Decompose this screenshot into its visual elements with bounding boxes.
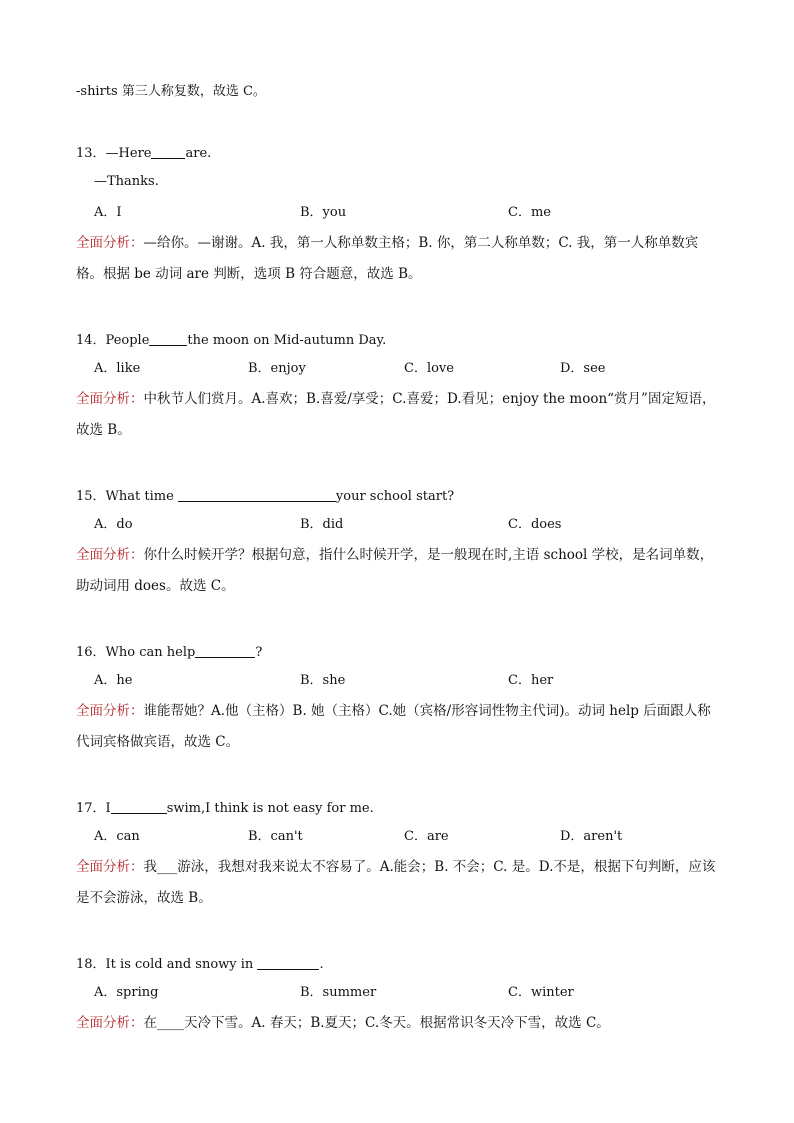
question-stem: 18．It is cold and snowy in . — [76, 957, 324, 972]
analysis-label: 全面分析： — [76, 703, 144, 719]
question-stem: 14．People the moon on Mid-autumn Day. — [76, 333, 387, 348]
option-c: C．her — [508, 673, 554, 688]
analysis-label: 全面分析： — [76, 1015, 144, 1031]
option-c: C．are — [404, 829, 449, 844]
answer-blank — [178, 487, 336, 502]
analysis-text: 中秋节人们赏月。A.喜欢；B.喜爱/享受；C.喜爱；D.看见；enjoy the moon“赏月”固定短语，故选 B。 — [76, 391, 716, 438]
question-stem: 15．What time your school start? — [76, 489, 455, 504]
option-c: C．winter — [508, 985, 574, 1000]
analysis-text: 你什么时候开学？根据句意，指什么时候开学，是一般现在时,主语 school 学校，是名词单数，助动词用 does。故选 C。 — [76, 547, 714, 594]
option-a: A．I — [94, 205, 122, 220]
analysis-label: 全面分析： — [76, 391, 144, 407]
options-row — [76, 665, 716, 696]
question-14 — [76, 329, 716, 446]
question-dialog-line: —Thanks. — [94, 174, 159, 189]
option-a: A．can — [94, 829, 140, 844]
answer-blank — [149, 331, 187, 346]
option-b: B．you — [300, 205, 347, 220]
option-d: D．see — [560, 361, 606, 376]
analysis-label: 全面分析： — [76, 859, 144, 875]
analysis — [76, 228, 716, 290]
analysis — [76, 540, 716, 602]
option-c: C．does — [508, 517, 562, 532]
option-a: A．do — [94, 517, 133, 532]
question-13 — [76, 142, 716, 290]
analysis-label: 全面分析： — [76, 547, 144, 563]
analysis — [76, 696, 716, 758]
answer-blank — [195, 643, 255, 658]
analysis — [76, 852, 716, 914]
option-b: B．can't — [248, 829, 303, 844]
analysis — [76, 384, 716, 446]
option-b: B．did — [300, 517, 344, 532]
option-d: D．aren't — [560, 829, 623, 844]
question-18 — [76, 953, 716, 1039]
option-c: C．me — [508, 205, 551, 220]
question-stem: 13．—Here are. — [76, 146, 212, 161]
options-row — [76, 509, 716, 540]
option-b: B．summer — [300, 985, 377, 1000]
question-stem: 16．Who can help ? — [76, 645, 263, 660]
option-a: A．he — [94, 673, 133, 688]
question-15 — [76, 485, 716, 602]
options-row — [76, 353, 716, 384]
answer-blank — [257, 955, 319, 970]
analysis-text: 我___游泳，我想对我来说太不容易了。A.能会；B. 不会；C. 是。D.不是，根据下句判断，应该是不会游泳，故选 B。 — [76, 859, 716, 906]
options-row — [76, 977, 716, 1008]
question-stem: 17．I swim,I think is not easy for me. — [76, 801, 374, 816]
answer-blank — [111, 799, 167, 814]
options-row — [76, 197, 716, 228]
answer-blank — [151, 144, 185, 159]
option-a: A．like — [94, 361, 141, 376]
analysis-text: 在____天冷下雪。A. 春天；B.夏天；C.冬天。根据常识冬天冷下雪，故选 C。 — [143, 1015, 610, 1031]
question-17 — [76, 797, 716, 914]
question-16 — [76, 641, 716, 758]
option-c: C．love — [404, 361, 454, 376]
option-b: B．she — [300, 673, 346, 688]
analysis-text: 谁能帮她？A.他（主格）B. 她（主格）C.她（宾格/形容词性物主代词)。动词 help 后面跟人称代词宾格做宾语，故选 C。 — [76, 703, 711, 750]
analysis-text: —给你。—谢谢。A. 我，第一人称单数主格；B. 你，第二人称单数；C. 我，第一人称单数宾格。根据 be 动词 are 判断，选项 B 符合题意，故选 B。 — [76, 235, 699, 282]
option-a: A．spring — [94, 985, 159, 1000]
analysis — [76, 1008, 716, 1039]
option-b: B．enjoy — [248, 361, 306, 376]
options-row — [76, 821, 716, 852]
intro-text: -shirts 第三人称复数，故选 C。 — [76, 84, 266, 99]
analysis-label: 全面分析： — [76, 235, 144, 251]
